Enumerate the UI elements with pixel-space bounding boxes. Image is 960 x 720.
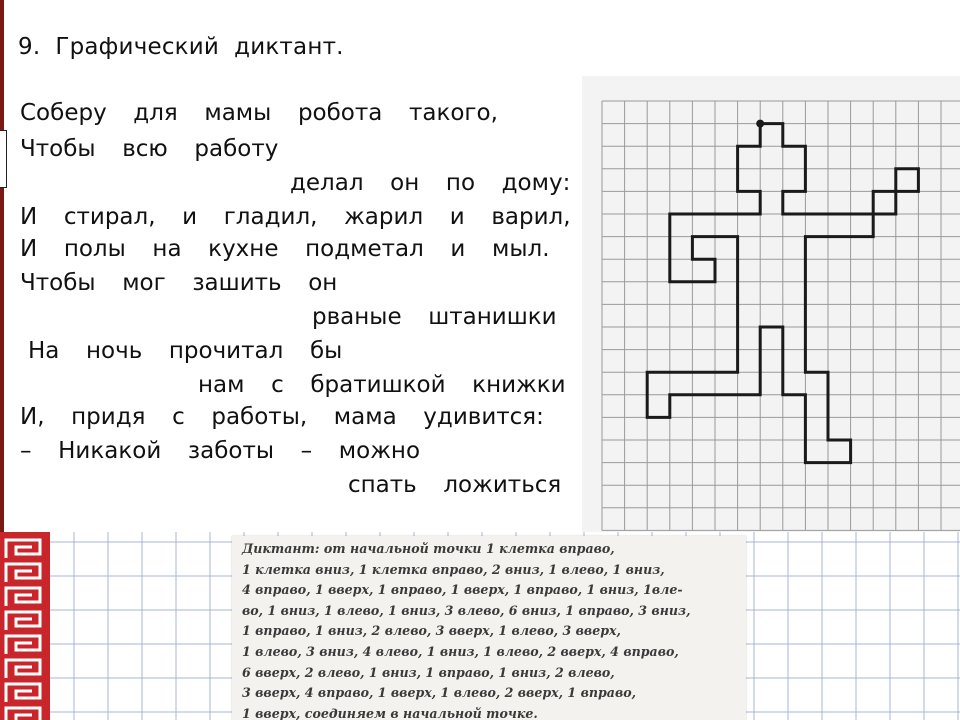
poem-line: рваные штанишки — [312, 304, 557, 330]
ornament-key-motif — [6, 708, 40, 720]
poem-line: И полы на кухне подметал и мыл. — [20, 236, 550, 262]
dictation-line: 1 влево, 3 вниз, 4 влево, 1 вниз, 1 влево, 2 вверх, 4 вправо, — [242, 643, 679, 659]
side-bracket-mark — [0, 130, 7, 188]
ornament-pattern-svg — [0, 532, 50, 720]
ornament-key-motif — [6, 612, 40, 630]
poem-line: Соберу для мамы робота такого, — [20, 100, 498, 126]
ornament-key-motif — [6, 636, 40, 654]
poem-line: делал он по дому: — [290, 170, 571, 196]
ornament-key-motif — [6, 564, 40, 582]
poem-line: И, придя с работы, мама удивится: — [20, 404, 544, 430]
dictation-instructions-card — [232, 536, 746, 720]
dictation-text — [242, 539, 738, 720]
dictation-line: 4 вправо, 1 вверх, 1 вправо, 1 вверх, 1 вправо, 1 вниз, 1вле- — [242, 582, 683, 598]
dictation-line: 6 вверх, 2 влево, 1 вниз, 1 вправо, 1 вниз, 2 влево, — [242, 664, 615, 680]
poem-line: На ночь прочитал бы — [28, 338, 343, 364]
dictation-line: 1 вверх, соединяем в начальной точке. — [242, 705, 538, 720]
decorative-ornament-strip — [0, 532, 50, 720]
dictation-line: 3 вверх, 4 вправо, 1 вверх, 1 влево, 2 вверх, 1 вправо, — [242, 685, 637, 701]
ornament-key-motif — [6, 588, 40, 606]
poem-line: нам с братишкой книжки — [198, 372, 566, 398]
poem-line: Чтобы мог зашить он — [20, 270, 338, 296]
poem-line: И стирал, и гладил, жарил и варил, — [20, 204, 571, 230]
dictation-line: во, 1 вниз, 1 влево, 1 вниз, 3 влево, 6 вниз, 1 вправо, 3 вниз, — [242, 602, 691, 618]
robot-grid-figure — [582, 76, 960, 546]
ornament-key-motif — [6, 540, 40, 558]
page-title: 9. Графический диктант. — [18, 34, 344, 60]
dictation-line: 1 вправо, 1 вниз, 2 влево, 3 вверх, 1 влево, 3 вверх, — [242, 623, 621, 639]
dictation-line: 1 клетка вниз, 1 клетка вправо, 2 вниз, 1 влево, 1 вниз, — [242, 561, 665, 577]
poem-line: Чтобы всю работу — [20, 136, 279, 162]
start-point-dot — [756, 120, 764, 128]
poem-line: спать ложиться — [348, 472, 562, 498]
poem-line: – Никакой заботы – можно — [20, 438, 421, 464]
left-margin-rule — [0, 0, 4, 540]
ornament-key-motif — [6, 660, 40, 678]
ornament-key-motif — [6, 684, 40, 702]
dictation-line: Диктант: от начальной точки 1 клетка вправо, — [242, 541, 615, 556]
robot-grid-svg — [582, 76, 960, 546]
